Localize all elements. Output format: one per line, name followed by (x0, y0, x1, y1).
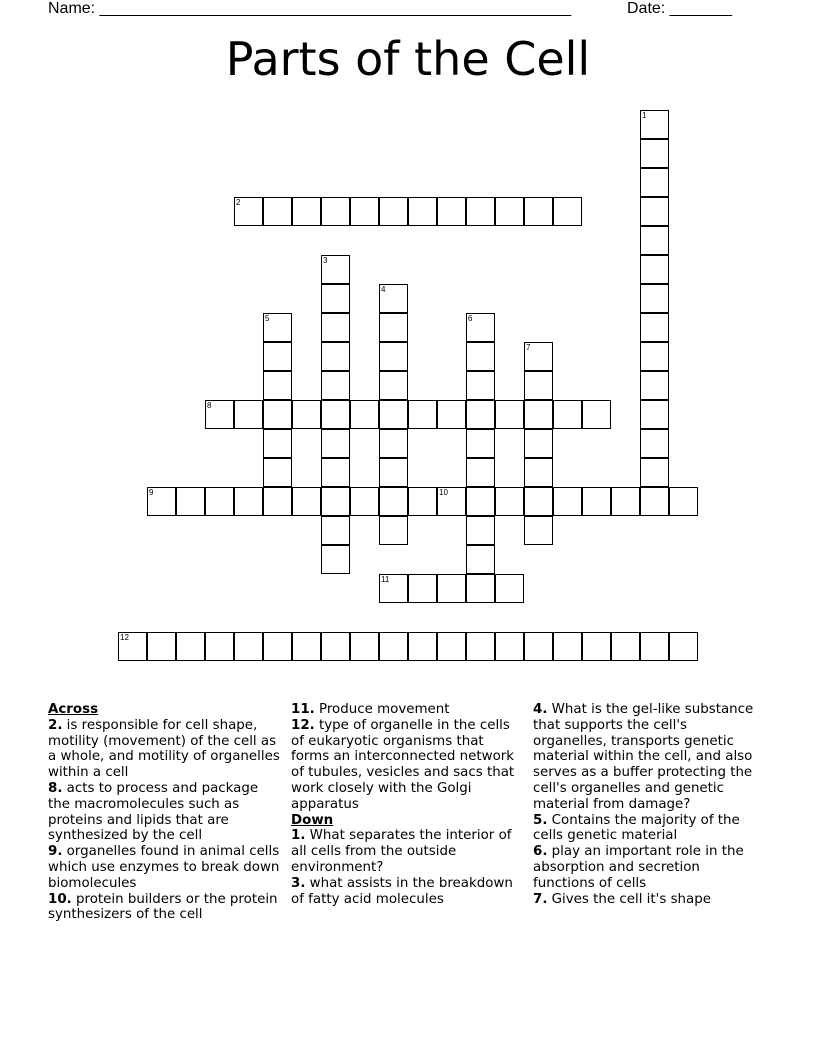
grid-cell[interactable] (321, 545, 350, 574)
grid-cell[interactable] (582, 400, 611, 429)
clue-number: 1 (642, 111, 647, 120)
grid-cell[interactable] (611, 487, 640, 516)
grid-cell[interactable] (379, 197, 408, 226)
grid-cell[interactable] (118, 632, 147, 661)
grid-cell[interactable] (640, 110, 669, 139)
grid-cell[interactable] (234, 487, 263, 516)
grid-cell[interactable] (321, 371, 350, 400)
grid-cell[interactable] (350, 487, 379, 516)
grid-cell[interactable] (582, 487, 611, 516)
grid-cell[interactable] (524, 342, 553, 371)
clue-down-5: 5. Contains the majority of the cells genetic material (533, 812, 740, 844)
grid-cell[interactable] (669, 487, 698, 516)
grid-cell[interactable] (466, 632, 495, 661)
grid-cell[interactable] (379, 371, 408, 400)
grid-cell[interactable] (263, 458, 292, 487)
grid-cell[interactable] (379, 458, 408, 487)
grid-cell[interactable] (524, 458, 553, 487)
clue-number: 2 (236, 198, 241, 207)
clue-number: 6 (468, 314, 473, 323)
grid-cell[interactable] (553, 400, 582, 429)
grid-cell[interactable] (205, 400, 234, 429)
grid-cell[interactable] (205, 487, 234, 516)
grid-cell[interactable] (321, 429, 350, 458)
grid-cell[interactable] (640, 632, 669, 661)
clue-number: 12 (120, 633, 129, 642)
grid-cell[interactable] (524, 400, 553, 429)
date-field[interactable]: Date: _______ (627, 0, 732, 17)
grid-cell[interactable] (379, 429, 408, 458)
page-title: Parts of the Cell (225, 32, 591, 86)
grid-cell[interactable] (263, 487, 292, 516)
grid-cell[interactable] (466, 516, 495, 545)
clue-number: 3 (323, 256, 328, 265)
grid-cell[interactable] (292, 632, 321, 661)
grid-cell[interactable] (466, 574, 495, 603)
grid-cell[interactable] (321, 342, 350, 371)
grid-cell[interactable] (147, 632, 176, 661)
grid-cell[interactable] (495, 487, 524, 516)
grid-cell[interactable] (495, 574, 524, 603)
grid-cell[interactable] (321, 516, 350, 545)
grid-cell[interactable] (640, 168, 669, 197)
grid-cell[interactable] (263, 400, 292, 429)
clue-number: 8 (207, 401, 212, 410)
clue-across-9: 9. organelles found in animal cells which use enzymes to break down biomolecules (48, 844, 280, 891)
grid-cell[interactable] (640, 284, 669, 313)
clue-across-12: 12. type of organelle in the cells of eukaryotic organisms that forms an interconnected network of tubules, vesicles and sacs that work closely with the Golgi apparatus (291, 717, 515, 812)
grid-cell[interactable] (379, 574, 408, 603)
grid-cell[interactable] (292, 487, 321, 516)
grid-cell[interactable] (379, 400, 408, 429)
grid-cell[interactable] (640, 226, 669, 255)
clue-down-1: 1. What separates the interior of all cells from the outside environment? (291, 828, 512, 875)
grid-cell[interactable] (263, 429, 292, 458)
grid-cell[interactable] (379, 342, 408, 371)
clues-column-1 (48, 702, 280, 923)
grid-cell[interactable] (553, 632, 582, 661)
grid-cell[interactable] (321, 197, 350, 226)
grid-cell[interactable] (408, 197, 437, 226)
grid-cell[interactable] (408, 574, 437, 603)
grid-cell[interactable] (176, 487, 205, 516)
grid-cell[interactable] (408, 487, 437, 516)
grid-cell[interactable] (321, 400, 350, 429)
grid-cell[interactable] (437, 197, 466, 226)
grid-cell[interactable] (640, 458, 669, 487)
grid-cell[interactable] (379, 516, 408, 545)
grid-cell[interactable] (640, 197, 669, 226)
grid-cell[interactable] (524, 487, 553, 516)
grid-cell[interactable] (234, 197, 263, 226)
grid-cell[interactable] (321, 632, 350, 661)
clue-across-2: 2. is responsible for cell shape, motility (movement) of the cell as a whole, and motility of organelles within a cell (48, 717, 280, 781)
grid-cell[interactable] (640, 371, 669, 400)
grid-cell[interactable] (495, 632, 524, 661)
grid-cell[interactable] (466, 342, 495, 371)
grid-cell[interactable] (437, 632, 466, 661)
grid-cell[interactable] (466, 545, 495, 574)
across-heading: Across (48, 702, 99, 717)
clue-number: 5 (265, 314, 270, 323)
grid-cell[interactable] (466, 371, 495, 400)
clue-down-6: 6. play an important role in the absorption and secretion functions of cells (533, 844, 744, 891)
grid-cell[interactable] (321, 313, 350, 342)
grid-cell[interactable] (350, 197, 379, 226)
grid-cell[interactable] (321, 487, 350, 516)
clue-number: 7 (526, 343, 531, 352)
grid-cell[interactable] (292, 400, 321, 429)
grid-cell[interactable] (437, 487, 466, 516)
clues-column-3 (533, 702, 765, 907)
grid-cell[interactable] (524, 632, 553, 661)
grid-cell[interactable] (263, 632, 292, 661)
grid-cell[interactable] (466, 313, 495, 342)
grid-cell[interactable] (263, 313, 292, 342)
grid-cell[interactable] (524, 197, 553, 226)
grid-cell[interactable] (640, 487, 669, 516)
grid-cell[interactable] (263, 371, 292, 400)
grid-cell[interactable] (466, 429, 495, 458)
grid-cell[interactable] (147, 487, 176, 516)
grid-cell[interactable] (524, 371, 553, 400)
clue-across-11: 11. Produce movement (291, 702, 450, 717)
grid-cell[interactable] (669, 632, 698, 661)
clue-down-4: 4. What is the gel-like substance that supports the cell's organelles, transports genetic material within the cell, and also serves as a buffer protecting the cell's organelles and genetic material from damage? (533, 702, 754, 812)
grid-cell[interactable] (408, 632, 437, 661)
grid-cell[interactable] (234, 632, 263, 661)
grid-cell[interactable] (495, 400, 524, 429)
grid-cell[interactable] (640, 342, 669, 371)
grid-cell[interactable] (437, 400, 466, 429)
clue-number: 10 (439, 488, 448, 497)
grid-cell[interactable] (640, 400, 669, 429)
grid-cell[interactable] (379, 487, 408, 516)
grid-cell[interactable] (176, 632, 205, 661)
clue-number: 11 (381, 575, 390, 584)
down-heading: Down (291, 812, 334, 828)
grid-cell[interactable] (582, 632, 611, 661)
grid-cell[interactable] (437, 574, 466, 603)
grid-cell[interactable] (553, 487, 582, 516)
grid-cell[interactable] (640, 255, 669, 284)
grid-cell[interactable] (321, 458, 350, 487)
grid-cell[interactable] (263, 342, 292, 371)
clue-down-7: 7. Gives the cell it's shape (533, 891, 711, 907)
grid-cell[interactable] (553, 197, 582, 226)
grid-cell[interactable] (321, 255, 350, 284)
grid-cell[interactable] (495, 197, 524, 226)
grid-cell[interactable] (408, 400, 437, 429)
clue-across-8: 8. acts to process and package the macromolecules such as proteins and lipids that are synthesized by the cell (48, 780, 259, 844)
grid-cell[interactable] (640, 139, 669, 168)
grid-cell[interactable] (466, 487, 495, 516)
grid-cell[interactable] (611, 632, 640, 661)
clue-number: 9 (149, 488, 154, 497)
grid-cell[interactable] (466, 458, 495, 487)
grid-cell[interactable] (524, 429, 553, 458)
grid-cell[interactable] (640, 429, 669, 458)
name-field[interactable]: Name: _____________________________________________________ (48, 0, 572, 17)
clues-column-2 (291, 702, 523, 907)
grid-cell[interactable] (466, 197, 495, 226)
grid-cell[interactable] (263, 197, 292, 226)
grid-cell[interactable] (321, 284, 350, 313)
clue-number: 4 (381, 285, 386, 294)
grid-cell[interactable] (350, 400, 379, 429)
grid-cell[interactable] (640, 313, 669, 342)
grid-cell[interactable] (350, 632, 379, 661)
grid-cell[interactable] (234, 400, 263, 429)
grid-cell[interactable] (379, 632, 408, 661)
grid-cell[interactable] (379, 313, 408, 342)
grid-cell[interactable] (466, 400, 495, 429)
clue-across-10: 10. protein builders or the protein synthesizers of the cell (48, 891, 278, 923)
grid-cell[interactable] (379, 284, 408, 313)
grid-cell[interactable] (292, 197, 321, 226)
clue-down-3: 3. what assists in the breakdown of fatty acid molecules (291, 875, 513, 907)
grid-cell[interactable] (205, 632, 234, 661)
grid-cell[interactable] (524, 516, 553, 545)
